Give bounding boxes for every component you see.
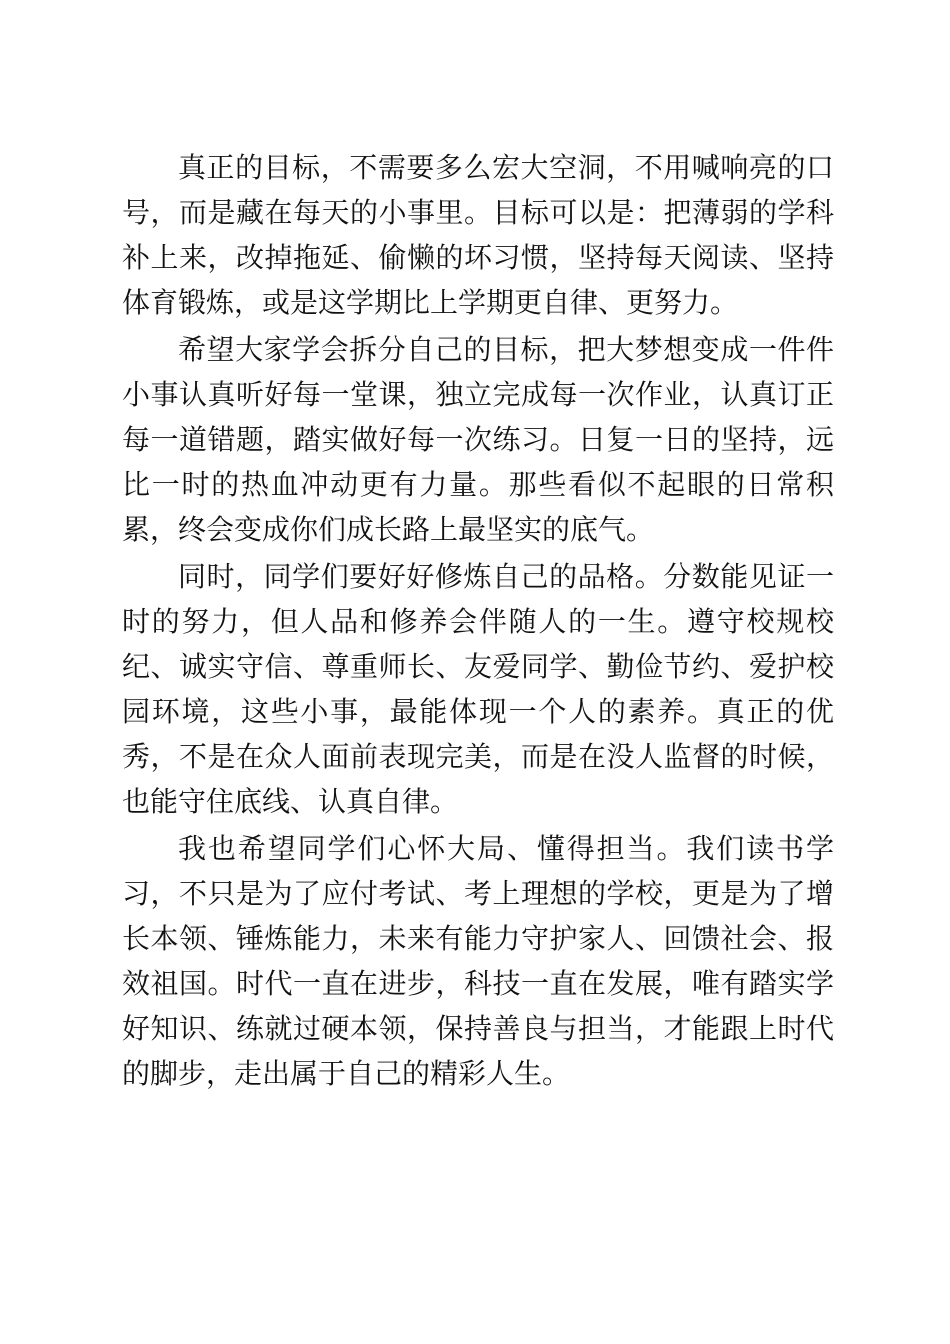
paragraph-character: 同时，同学们要好好修炼自己的品格。分数能见证一时的努力，但人品和修养会伴随人的一生。遵守校规校纪、诚实守信、尊重师长、友爱同学、勤俭节约、爱护校园环境，这些小事，最能体现一个人的素养。真正的优秀，不是在众人面前表现完美，而是在没人监督的时候，也能守住底线、认真自律。	[122, 560, 834, 818]
paragraph-split-goals: 希望大家学会拆分自己的目标，把大梦想变成一件件小事认真听好每一堂课，独立完成每一次作业，认真订正每一道错题，踏实做好每一次练习。日复一日的坚持，远比一时的热血冲动更有力量。那些看似不起眼的日常积累，终会变成你们成长路上最坚实的底气。	[122, 333, 834, 546]
document-body	[122, 145, 834, 1098]
paragraph-goals: 真正的目标，不需要多么宏大空洞，不用喊响亮的口号，而是藏在每天的小事里。目标可以是：把薄弱的学科补上来，改掉拖延、偷懒的坏习惯，坚持每天阅读、坚持体育锻炼，或是这学期比上学期更自律、更努力。	[122, 151, 834, 319]
paragraph-responsibility: 我也希望同学们心怀大局、懂得担当。我们读书学习，不只是为了应付考试、考上理想的学校，更是为了增长本领、锤炼能力，未来有能力守护家人、回馈社会、报效祖国。时代一直在进步，科技一直在发展，唯有踏实学好知识、练就过硬本领，保持善良与担当，才能跟上时代的脚步，走出属于自己的精彩人生。	[122, 832, 834, 1090]
